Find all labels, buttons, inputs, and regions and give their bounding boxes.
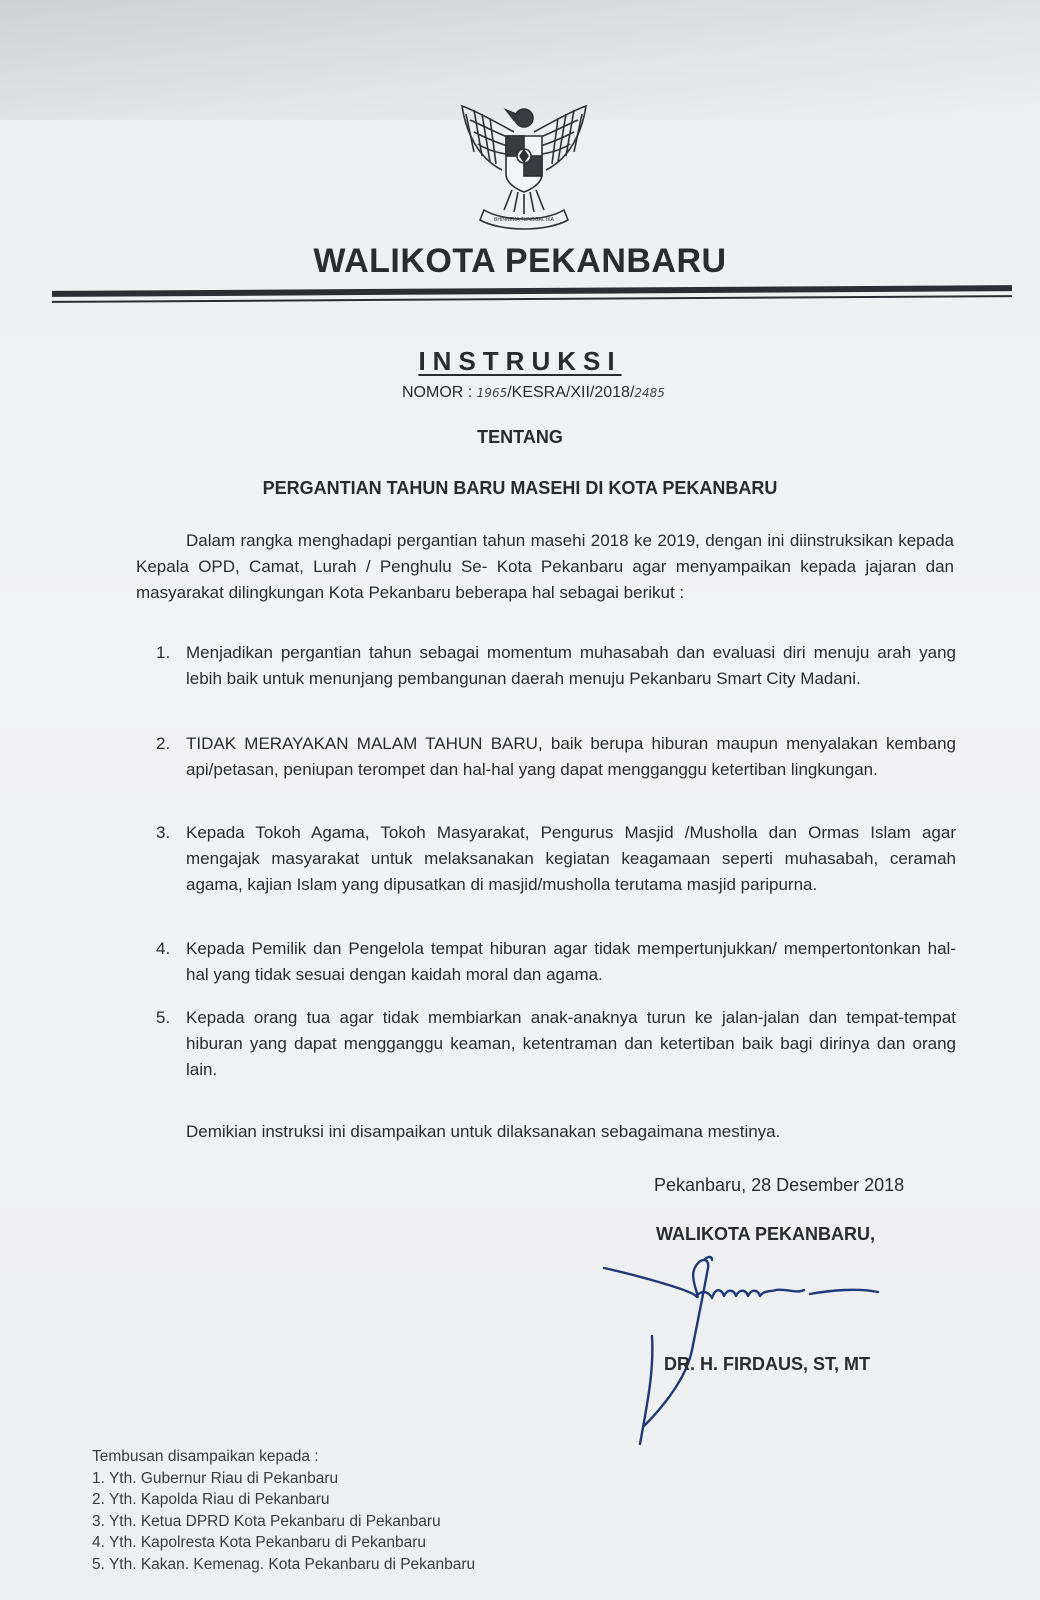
instruction-item — [152, 820, 956, 898]
header-org-title: WALIKOTA PEKANBARU — [313, 242, 727, 280]
copy-recipient: 1. Yth. Gubernur Riau di Pekanbaru — [92, 1469, 339, 1487]
document-number — [402, 384, 665, 402]
instruction-text: TIDAK MERAYAKAN MALAM TAHUN BARU, baik berupa hiburan maupun menyalakan kembang api/petasan, peniupan terompet dan hal-hal yang dapat mengganggu ketertiban lingkungan. — [186, 734, 956, 779]
garuda-emblem-icon — [456, 92, 592, 232]
subject-title: PERGANTIAN TAHUN BARU MASEHI DI KOTA PEKANBARU — [262, 478, 778, 498]
handwritten-signature — [600, 1250, 910, 1450]
copy-recipient: 4. Yth. Kapolresta Kota Pekanbaru di Pekanbaru — [92, 1534, 427, 1551]
instruction-item — [152, 1005, 956, 1083]
copy-recipient: 5. Yth. Kakan. Kemenag. Kota Pekanbaru di Pekanbaru — [92, 1555, 476, 1573]
instruction-number: 3. — [156, 823, 171, 842]
number-printed: /KESRA/XII/2018/ — [507, 384, 635, 401]
closing-sentence: Demikian instruksi ini disampaikan untuk dilaksanakan sebagaimana mestinya. — [186, 1122, 781, 1141]
header-rule-thin — [52, 295, 1012, 303]
document-type-heading: INSTRUKSI — [418, 346, 622, 376]
intro-paragraph: Dalam rangka menghadapi pergantian tahun masehi 2018 ke 2019, dengan ini diinstruksikan kepada Kepala OPD, Camat, Lurah / Penghulu Se- Kota Pekanbaru agar menyampaikan kepada jajaran dan masyarakat dilingkungan Kota Pekanbaru beberapa hal sebagai berikut : — [136, 531, 954, 602]
instruction-text: Kepada orang tua agar tidak membiarkan anak-anaknya turun ke jalan-jalan dan tempat-tempat hiburan yang dapat mengganggu keaman, ketentraman dan ketertiban baik bagi dirinya dan orang lain. — [186, 1008, 956, 1079]
subject-label: TENTANG — [477, 427, 563, 447]
copy-recipient: 2. Yth. Kapolda Riau di Pekanbaru — [92, 1491, 330, 1508]
instruction-text: Kepada Pemilik dan Pengelola tempat hiburan agar tidak mempertunjukkan/ mempertontonkan hal-hal yang tidak sesuai dengan kaidah moral dan agama. — [186, 939, 956, 984]
copies-heading: Tembusan disampaikan kepada : — [92, 1448, 319, 1465]
signer-name: DR. H. FIRDAUS, ST, MT — [664, 1354, 870, 1374]
instruction-item — [152, 640, 956, 692]
place-date: Pekanbaru, 28 Desember 2018 — [654, 1175, 905, 1195]
instruction-item — [152, 936, 956, 988]
emblem-motto: BHINNEKA TUNGGAL IKA — [493, 217, 555, 223]
instruction-number: 2. — [156, 734, 171, 753]
number-prefix: NOMOR : — [402, 384, 473, 401]
copy-recipient: 3. Yth. Ketua DPRD Kota Pekanbaru di Pekanbaru — [92, 1512, 441, 1530]
number-handwritten-2: 2485 — [634, 386, 665, 400]
instruction-text: Kepada Tokoh Agama, Tokoh Masyarakat, Pengurus Masjid /Musholla dan Ormas Islam agar mengajak masyarakat untuk melaksanakan kegiatan keagamaan seperti muhasabah, ceramah agama, kajian Islam yang dipusatkan di masjid/musholla terutama masjid paripurna. — [186, 823, 956, 894]
instruction-text: Menjadikan pergantian tahun sebagai momentum muhasabah dan evaluasi diri menuju arah yang lebih baik untuk menunjang pembangunan daerah menuju Pekanbaru Smart City Madani. — [186, 643, 956, 688]
signer-title: WALIKOTA PEKANBARU, — [656, 1224, 875, 1244]
copies-section — [92, 1446, 475, 1575]
number-handwritten-1: 1965 — [476, 386, 508, 400]
instruction-number: 5. — [156, 1008, 171, 1027]
instruction-item — [152, 731, 956, 783]
instruction-number: 1. — [156, 643, 171, 662]
instruction-number: 4. — [156, 939, 171, 958]
copies-list — [92, 1468, 475, 1576]
